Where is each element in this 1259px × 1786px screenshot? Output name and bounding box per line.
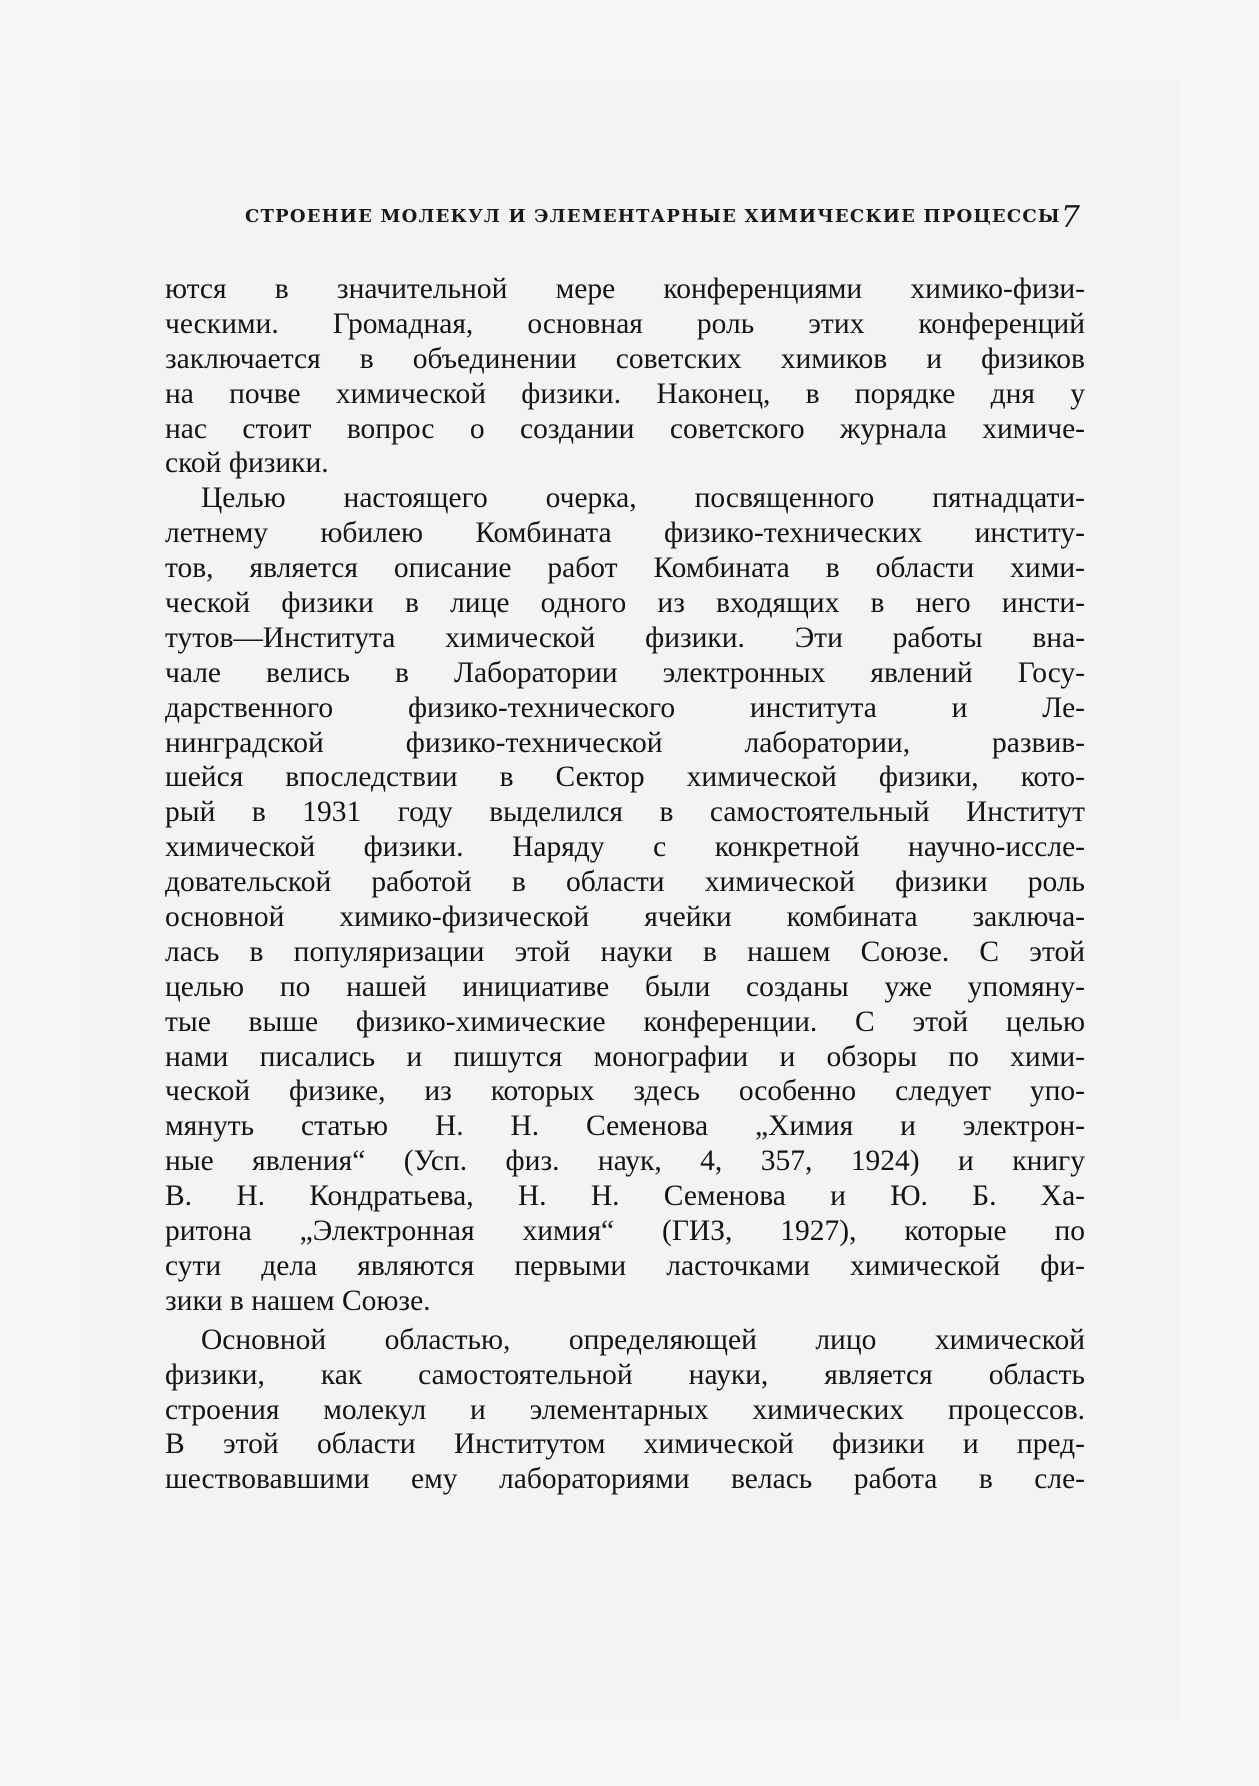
text-line: ются в значительной мере конференциями химико-физи- <box>165 273 1085 305</box>
text-line: ческими. Громадная, основная роль этих конференций <box>165 307 1085 340</box>
text-line: ные явления“ (Усп. физ. наук, 4, 357, 1924) и книгу <box>165 1145 1085 1178</box>
text-line: заключается в объединении советских химиков и физиков <box>165 342 1085 375</box>
text-line: ческой физики в лице одного из входящих в него инсти- <box>165 587 1085 620</box>
text-line: целью по нашей инициативе были созданы уже упомяну- <box>165 970 1085 1003</box>
text-line: летнему юбилею Комбината физико-технических институ- <box>165 517 1085 550</box>
text-line: В. Н. Кондратьева, Н. Н. Семенова и Ю. Б. Ха- <box>165 1180 1085 1213</box>
text-line: нинградской физико-технической лаборатории, развив- <box>165 726 1085 759</box>
running-title: СТРОЕНИЕ МОЛЕКУЛ И ЭЛЕМЕНТАРНЫЕ ХИМИЧЕСКИЕ ПРОЦЕССЫ <box>245 206 1061 227</box>
text-line: довательской работой в области химической физики роль <box>165 866 1085 899</box>
text-line: ритона „Электронная химия“ (ГИЗ, 1927), которые по <box>165 1215 1085 1248</box>
text-line: рый в 1931 году выделился в самостоятельный Институт <box>165 796 1085 829</box>
text-line: нас стоит вопрос о создании советского журнала химиче- <box>165 412 1085 445</box>
text-line: шествовавшими ему лабораториями велась работа в сле- <box>165 1463 1085 1496</box>
text-line: дарственного физико-технического института и Ле- <box>165 691 1085 724</box>
text-line: тутов—Института химической физики. Эти работы вна- <box>165 621 1085 654</box>
body-text <box>165 272 1085 1497</box>
text-line: шейся впоследствии в Сектор химической физики, кото- <box>165 761 1085 794</box>
page-number: 7 <box>1060 200 1080 235</box>
text-line: В этой области Институтом химической физики и пред- <box>165 1428 1085 1461</box>
text-line: чале велись в Лаборатории электронных явлений Госу- <box>165 656 1085 689</box>
text-line: зики в нашем Союзе. <box>165 1284 431 1317</box>
running-head <box>245 200 1080 240</box>
text-line: нами писались и пишутся монографии и обзоры по хими- <box>165 1040 1085 1073</box>
text-line: тые выше физико-химические конференции. С этой целью <box>165 1005 1085 1038</box>
text-line: основной химико-физической ячейки комбината заключа- <box>165 901 1085 934</box>
text-line: тов, является описание работ Комбината в области хими- <box>165 552 1085 585</box>
text-line: мянуть статью Н. Н. Семенова „Химия и электрон- <box>165 1110 1085 1143</box>
text-line: сути дела являются первыми ласточками химической фи- <box>165 1249 1085 1282</box>
text-line: строения молекул и элементарных химических процессов. <box>165 1393 1085 1426</box>
text-line: Целью настоящего очерка, посвященного пятнадцати- <box>201 482 1085 515</box>
text-line: Основной областью, определяющей лицо химической <box>201 1323 1085 1356</box>
text-line: на почве химической физики. Наконец, в порядке дня у <box>165 377 1085 410</box>
text-line: ской физики. <box>165 447 329 480</box>
text-line: лась в популяризации этой науки в нашем Союзе. С этой <box>165 935 1085 968</box>
text-line: химической физики. Наряду с конкретной научно-иссле- <box>165 831 1085 864</box>
text-line: ческой физике, из которых здесь особенно следует упо- <box>165 1075 1085 1108</box>
text-line: физики, как самостоятельной науки, является область <box>165 1358 1085 1391</box>
